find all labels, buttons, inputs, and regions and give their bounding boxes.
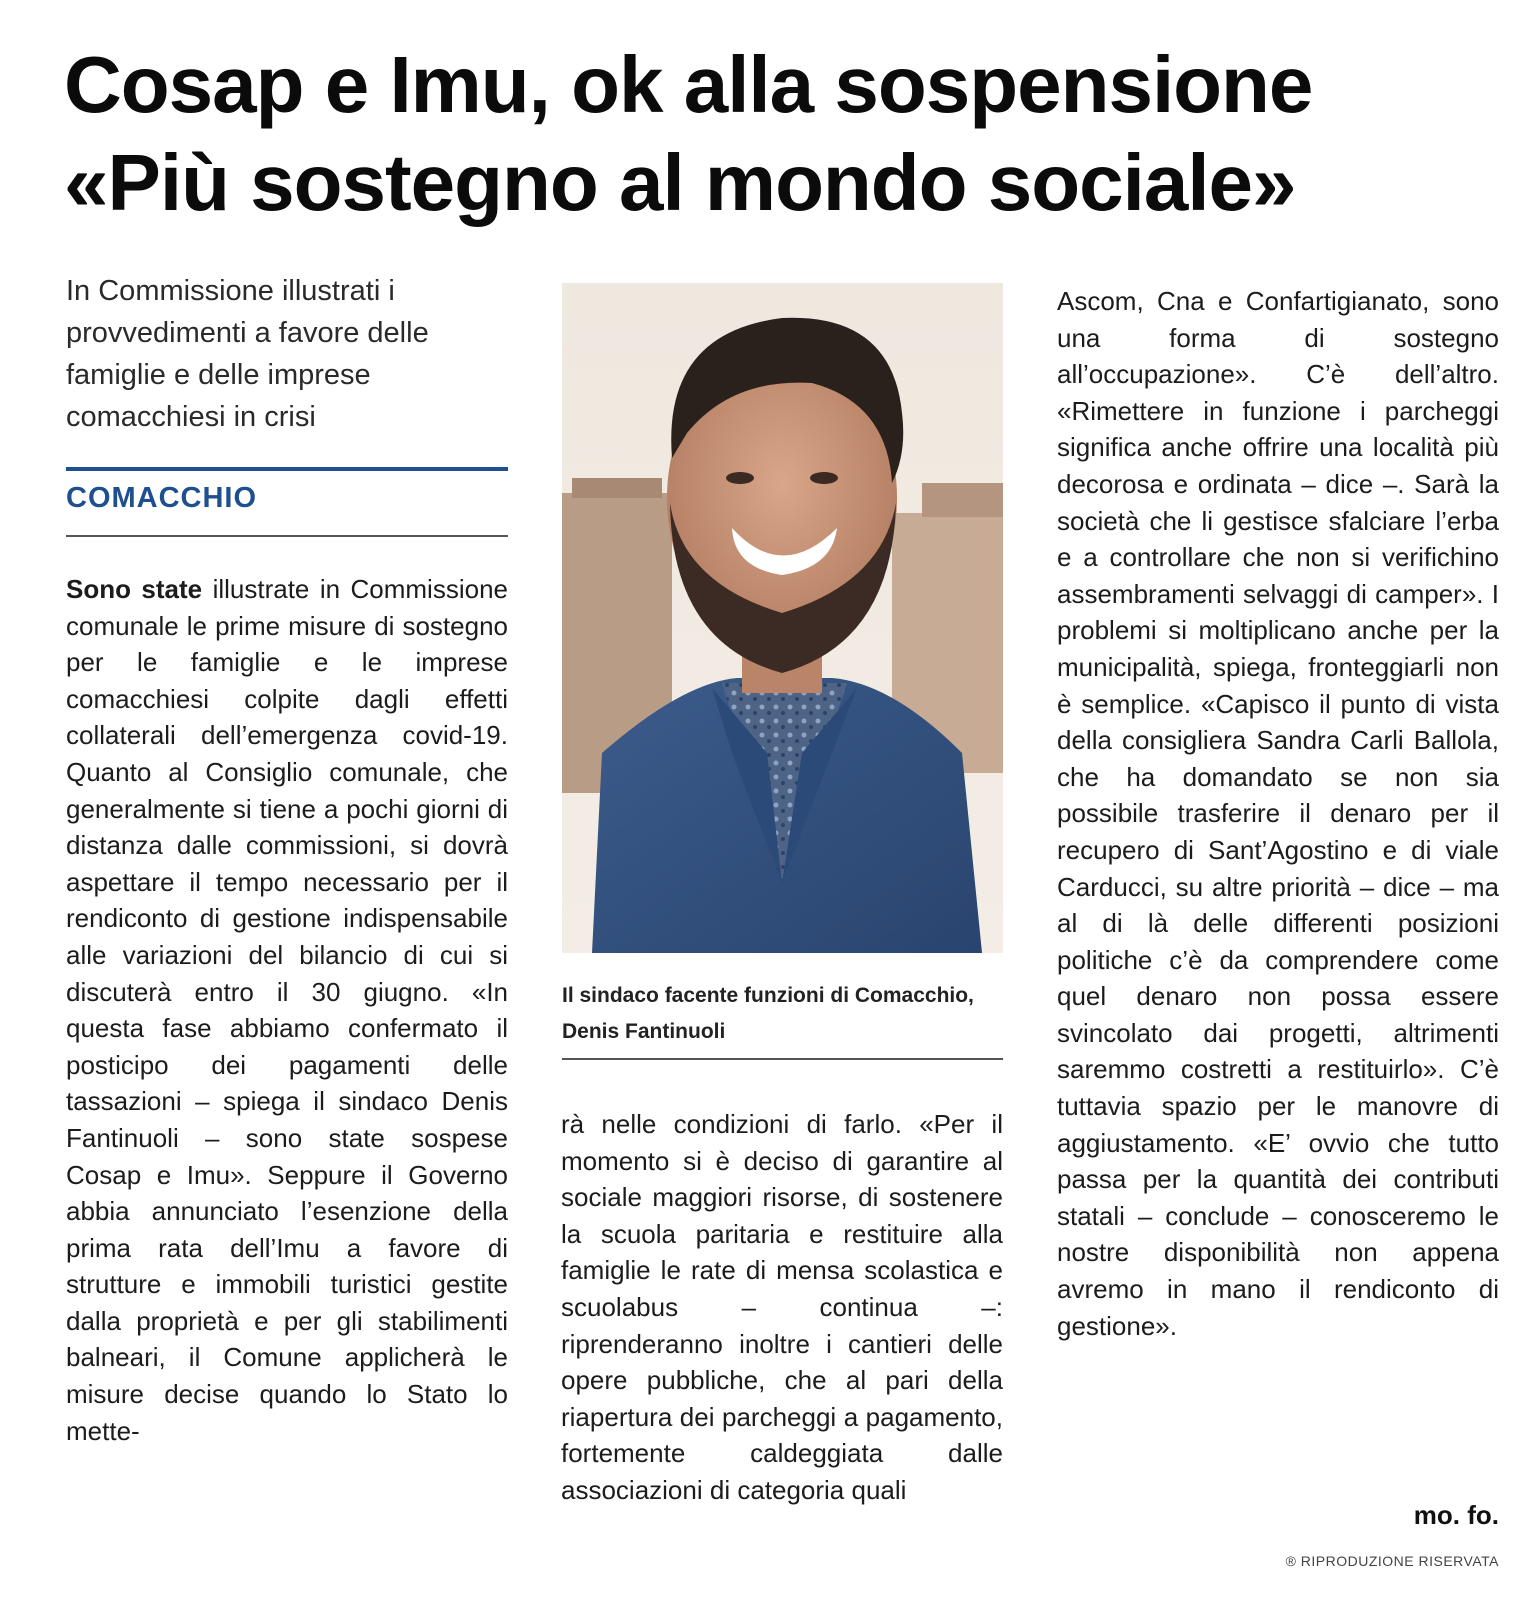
article-column-2: rà nelle condizioni di farlo. «Per il momento si è deciso di garantire al sociale maggiori risorse, di sostenere la scuola paritaria e restituire alla famiglie le rate di mensa scolastica e scuolabus – continua –: riprenderanno inoltre i cantieri delle opere pubbliche, che al pari della riapertura dei parcheggi a pagamento, fortemente caldeggiata dalle associazioni di categoria quali [561,1109,1003,1505]
subheadline: In Commissione illustrati i provvedimenti a favore delle famiglie e delle imprese comacchiesi in crisi [66,275,429,433]
section-rule [66,535,508,537]
photo-caption: Il sindaco facente funzioni di Comacchio, Denis Fantinuoli [562,984,974,1043]
mayor-photo [562,283,1003,953]
lead-words: Sono state [66,574,203,604]
headline-line-1: Cosap e Imu, ok alla sospensione [64,40,1313,129]
column-1-text: illustrate in Commissione comunale le prime misure di sostegno per le famiglie e le imprese comacchiesi colpite dagli effetti collaterali dell’emergenza covid-19. Quanto al Consiglio comunale, che generalmente si tiene a pochi giorni di distanza dalle commissioni, si dovrà aspettare il tempo necessario per il rendiconto di gestione indispensabile alle variazioni del bilancio di cui si discuterà entro il 30 giugno. «In questa fase abbiamo confermato il posticipo dei pagamenti delle tassazioni – spiega il sindaco Denis Fantinuoli – sono state sospese Cosap e Imu». Seppure il Governo abbia annunciato l’esenzione della prima rata dell’Imu a favore di strutture e immobili turistici gestite dalla proprietà e per gli stabilimenti balneari, il Comune applicherà le misure decise quando lo Stato lo mette- [66,574,508,1446]
caption-rule [562,1058,1003,1060]
byline: mo. fo. [1413,1500,1499,1530]
article-column-1 [66,571,508,1449]
article-column-3: Ascom, Cna e Confartigianato, sono una forma di sostegno all’occupazione». C’è dell’altro. «Rimettere in funzione i parcheggi significa anche offrire una località più decorosa e ordinata – dice –. Sarà la società che li gestisce sfalciare l’erba e a controllare che non si verifichino assembramenti selvaggi di camper». I problemi si moltiplicano anche per la municipalità, spiega, fronteggiarli non è semplice. «Capisco il punto di vista della consigliera Sandra Carli Ballola, che ha domandato se non sia possibile trasferire il denaro per il recupero di Sant’Agostino e di viale Carducci, su altre priorità – dice – ma al di là delle differenti posizioni politiche c’è da comprendere come quel denaro non possa essere svincolato dai progetti, altrimenti saremmo costretti a restituirlo». C’è tuttavia spazio per le manovre di aggiustamento. «E’ ovvio che tutto passa per la quantità dei contributi statali – conclude – conosceremo le nostre disponibilità non appena avremo in mano il rendiconto di gestione». [1057,286,1499,1341]
headline [64,36,1504,232]
section-rule-accent [66,467,508,471]
copyright-notice: ® RIPRODUZIONE RISERVATA [1285,1553,1499,1569]
headline-line-2: «Più sostegno al mondo sociale» [64,138,1296,227]
location-label: COMACCHIO [66,482,258,514]
